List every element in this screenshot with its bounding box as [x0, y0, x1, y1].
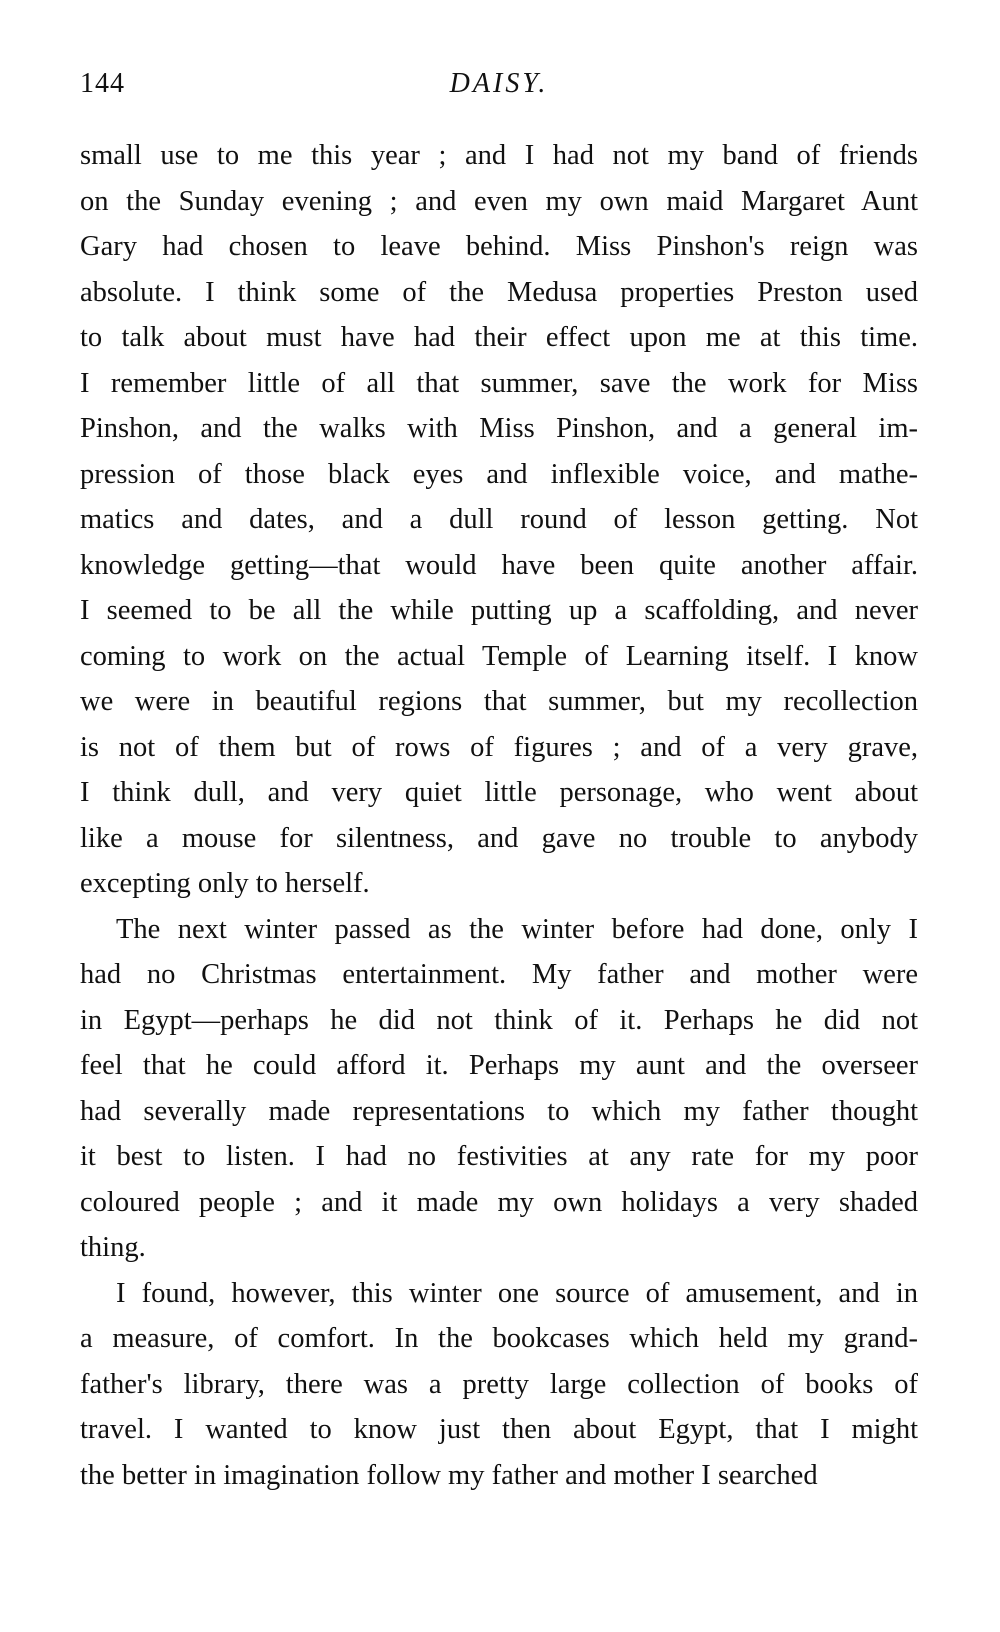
- text-line: absolute. I think some of the Medusa properties Preston used: [80, 276, 918, 308]
- text-line: I seemed to be all the while putting up a scaffolding, and never: [80, 595, 918, 626]
- text-line: pression of those black eyes and inflexible voice, and mathe-: [80, 458, 918, 490]
- text-line: to talk about must have had their effect upon me at this time.: [80, 322, 918, 353]
- text-line: had no Christmas entertainment. My father and mother were: [80, 959, 918, 990]
- page-header: [80, 68, 918, 108]
- running-title: DAISY.: [449, 68, 549, 99]
- text-line: in Egypt—perhaps he did not think of it. Perhaps he did not: [80, 1004, 918, 1036]
- text-line: father's library, there was a pretty large collection of books of: [80, 1368, 918, 1400]
- text-line: excepting only to herself.: [80, 868, 370, 899]
- text-line: thing.: [80, 1232, 146, 1263]
- text-line: is not of them but of rows of figures ; and of a very grave,: [80, 731, 918, 763]
- text-line: small use to me this year ; and I had not my band of friends: [80, 140, 918, 171]
- paragraph: [80, 133, 918, 907]
- paragraph: [80, 1271, 918, 1499]
- paragraph: [80, 907, 918, 1271]
- text-line: Gary had chosen to leave behind. Miss Pinshon's reign was: [80, 231, 918, 262]
- text-line: feel that he could afford it. Perhaps my aunt and the overseer: [80, 1050, 918, 1081]
- text-line: I think dull, and very quiet little personage, who went about: [80, 777, 918, 808]
- text-line: we were in beautiful regions that summer, but my recollection: [80, 686, 918, 717]
- text-line: a measure, of comfort. In the bookcases which held my grand-: [80, 1323, 918, 1354]
- text-line: it best to listen. I had no festivities at any rate for my poor: [80, 1141, 918, 1172]
- text-line: travel. I wanted to know just then about Egypt, that I might: [80, 1414, 918, 1445]
- text-line: like a mouse for silentness, and gave no trouble to anybody: [80, 822, 918, 854]
- text-line: on the Sunday evening ; and even my own maid Margaret Aunt: [80, 185, 918, 217]
- page-number: 144: [80, 68, 125, 99]
- text-line: I remember little of all that summer, save the work for Miss: [80, 367, 918, 399]
- text-line: matics and dates, and a dull round of lesson getting. Not: [80, 504, 918, 535]
- text-line: knowledge getting—that would have been quite another affair.: [80, 549, 918, 581]
- text-line: coming to work on the actual Temple of Learning itself. I know: [80, 640, 918, 672]
- body-text: [80, 133, 918, 1498]
- text-line: the better in imagination follow my father and mother I searched: [80, 1459, 818, 1491]
- text-line: The next winter passed as the winter before had done, only I: [116, 913, 918, 945]
- text-line: Pinshon, and the walks with Miss Pinshon, and a general im-: [80, 413, 918, 444]
- text-line: had severally made representations to which my father thought: [80, 1095, 918, 1127]
- text-line: I found, however, this winter one source of amusement, and in: [116, 1277, 918, 1309]
- text-line: coloured people ; and it made my own holidays a very shaded: [80, 1186, 918, 1218]
